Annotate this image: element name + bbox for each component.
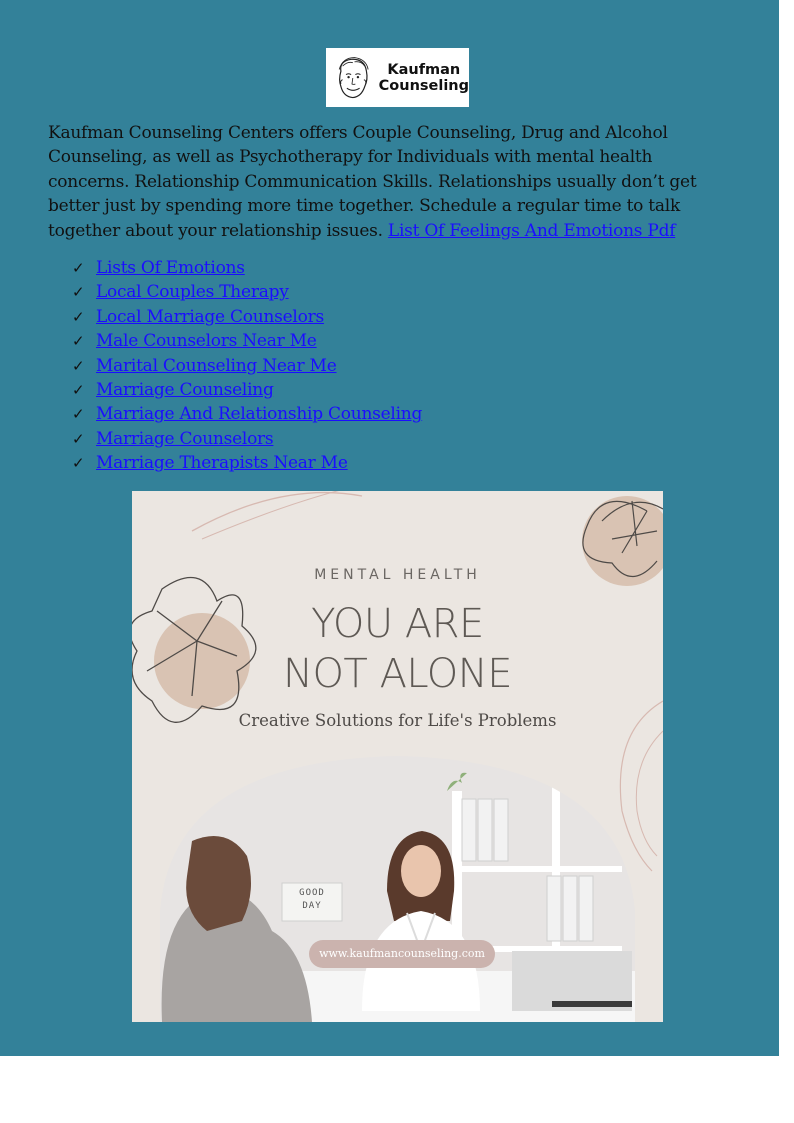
check-icon: ✓ [72,405,85,424]
list-link[interactable]: Local Marriage Counselors [96,306,324,327]
list-item [72,305,422,329]
list-link[interactable]: Local Couples Therapy [96,282,289,303]
list-item [72,378,422,402]
check-icon: ✓ [72,356,85,375]
list-item [72,427,422,451]
list-link[interactable]: Marriage And Relationship Counseling [96,404,423,425]
link-list [72,256,422,476]
list-item [72,329,422,353]
list-item [72,451,422,475]
desk-sign [282,887,342,913]
check-icon: ✓ [72,454,85,473]
desk-sign-line-1: GOOD [299,888,325,898]
logo-line-1: Kaufman [387,61,461,78]
list-link[interactable]: Marital Counseling Near Me [96,355,337,376]
list-link[interactable]: Marriage Counselors [96,428,274,449]
check-icon: ✓ [72,332,85,351]
intro-link[interactable]: List Of Feelings And Emotions Pdf [387,220,676,241]
intro-text: Kaufman Counseling Centers offers Couple Counseling, Drug and Alcohol Counseling, as well as Psychotherapy for Individuals with mental health concerns. Relationship Communication Skills. Relationships usually don’t get better just by spending more time together. Schedule a regular time to talk together about your relationship issues. [48,123,697,241]
check-icon: ✓ [72,381,85,400]
banner-title-line-1: YOU ARE [311,601,484,647]
list-item [72,402,422,426]
list-link[interactable]: Male Counselors Near Me [96,331,317,352]
check-icon: ✓ [72,259,85,277]
check-icon: ✓ [72,283,85,302]
check-icon: ✓ [72,307,85,326]
list-item [72,256,422,280]
check-icon: ✓ [72,429,85,448]
list-link[interactable]: Marriage Counseling [96,380,274,401]
list-item [72,280,422,304]
banner-kicker: MENTAL HEALTH [314,567,481,583]
banner-title-line-2: NOT ALONE [283,651,512,697]
kaufman-counseling-logo [326,48,469,107]
banner-title [132,599,663,699]
list-item [72,354,422,378]
mental-health-banner-image [132,491,663,1022]
intro-paragraph [48,121,738,243]
logo-line-2: Counseling [378,77,469,94]
list-link[interactable]: Lists Of Emotions [96,258,245,278]
list-link[interactable]: Marriage Therapists Near Me [96,453,348,474]
banner-website-url: www.kaufmancounseling.com [309,940,495,968]
banner-subtitle: Creative Solutions for Life's Problems [238,711,557,730]
portrait-sketch-icon [329,50,377,106]
desk-sign-line-2: DAY [302,901,322,911]
